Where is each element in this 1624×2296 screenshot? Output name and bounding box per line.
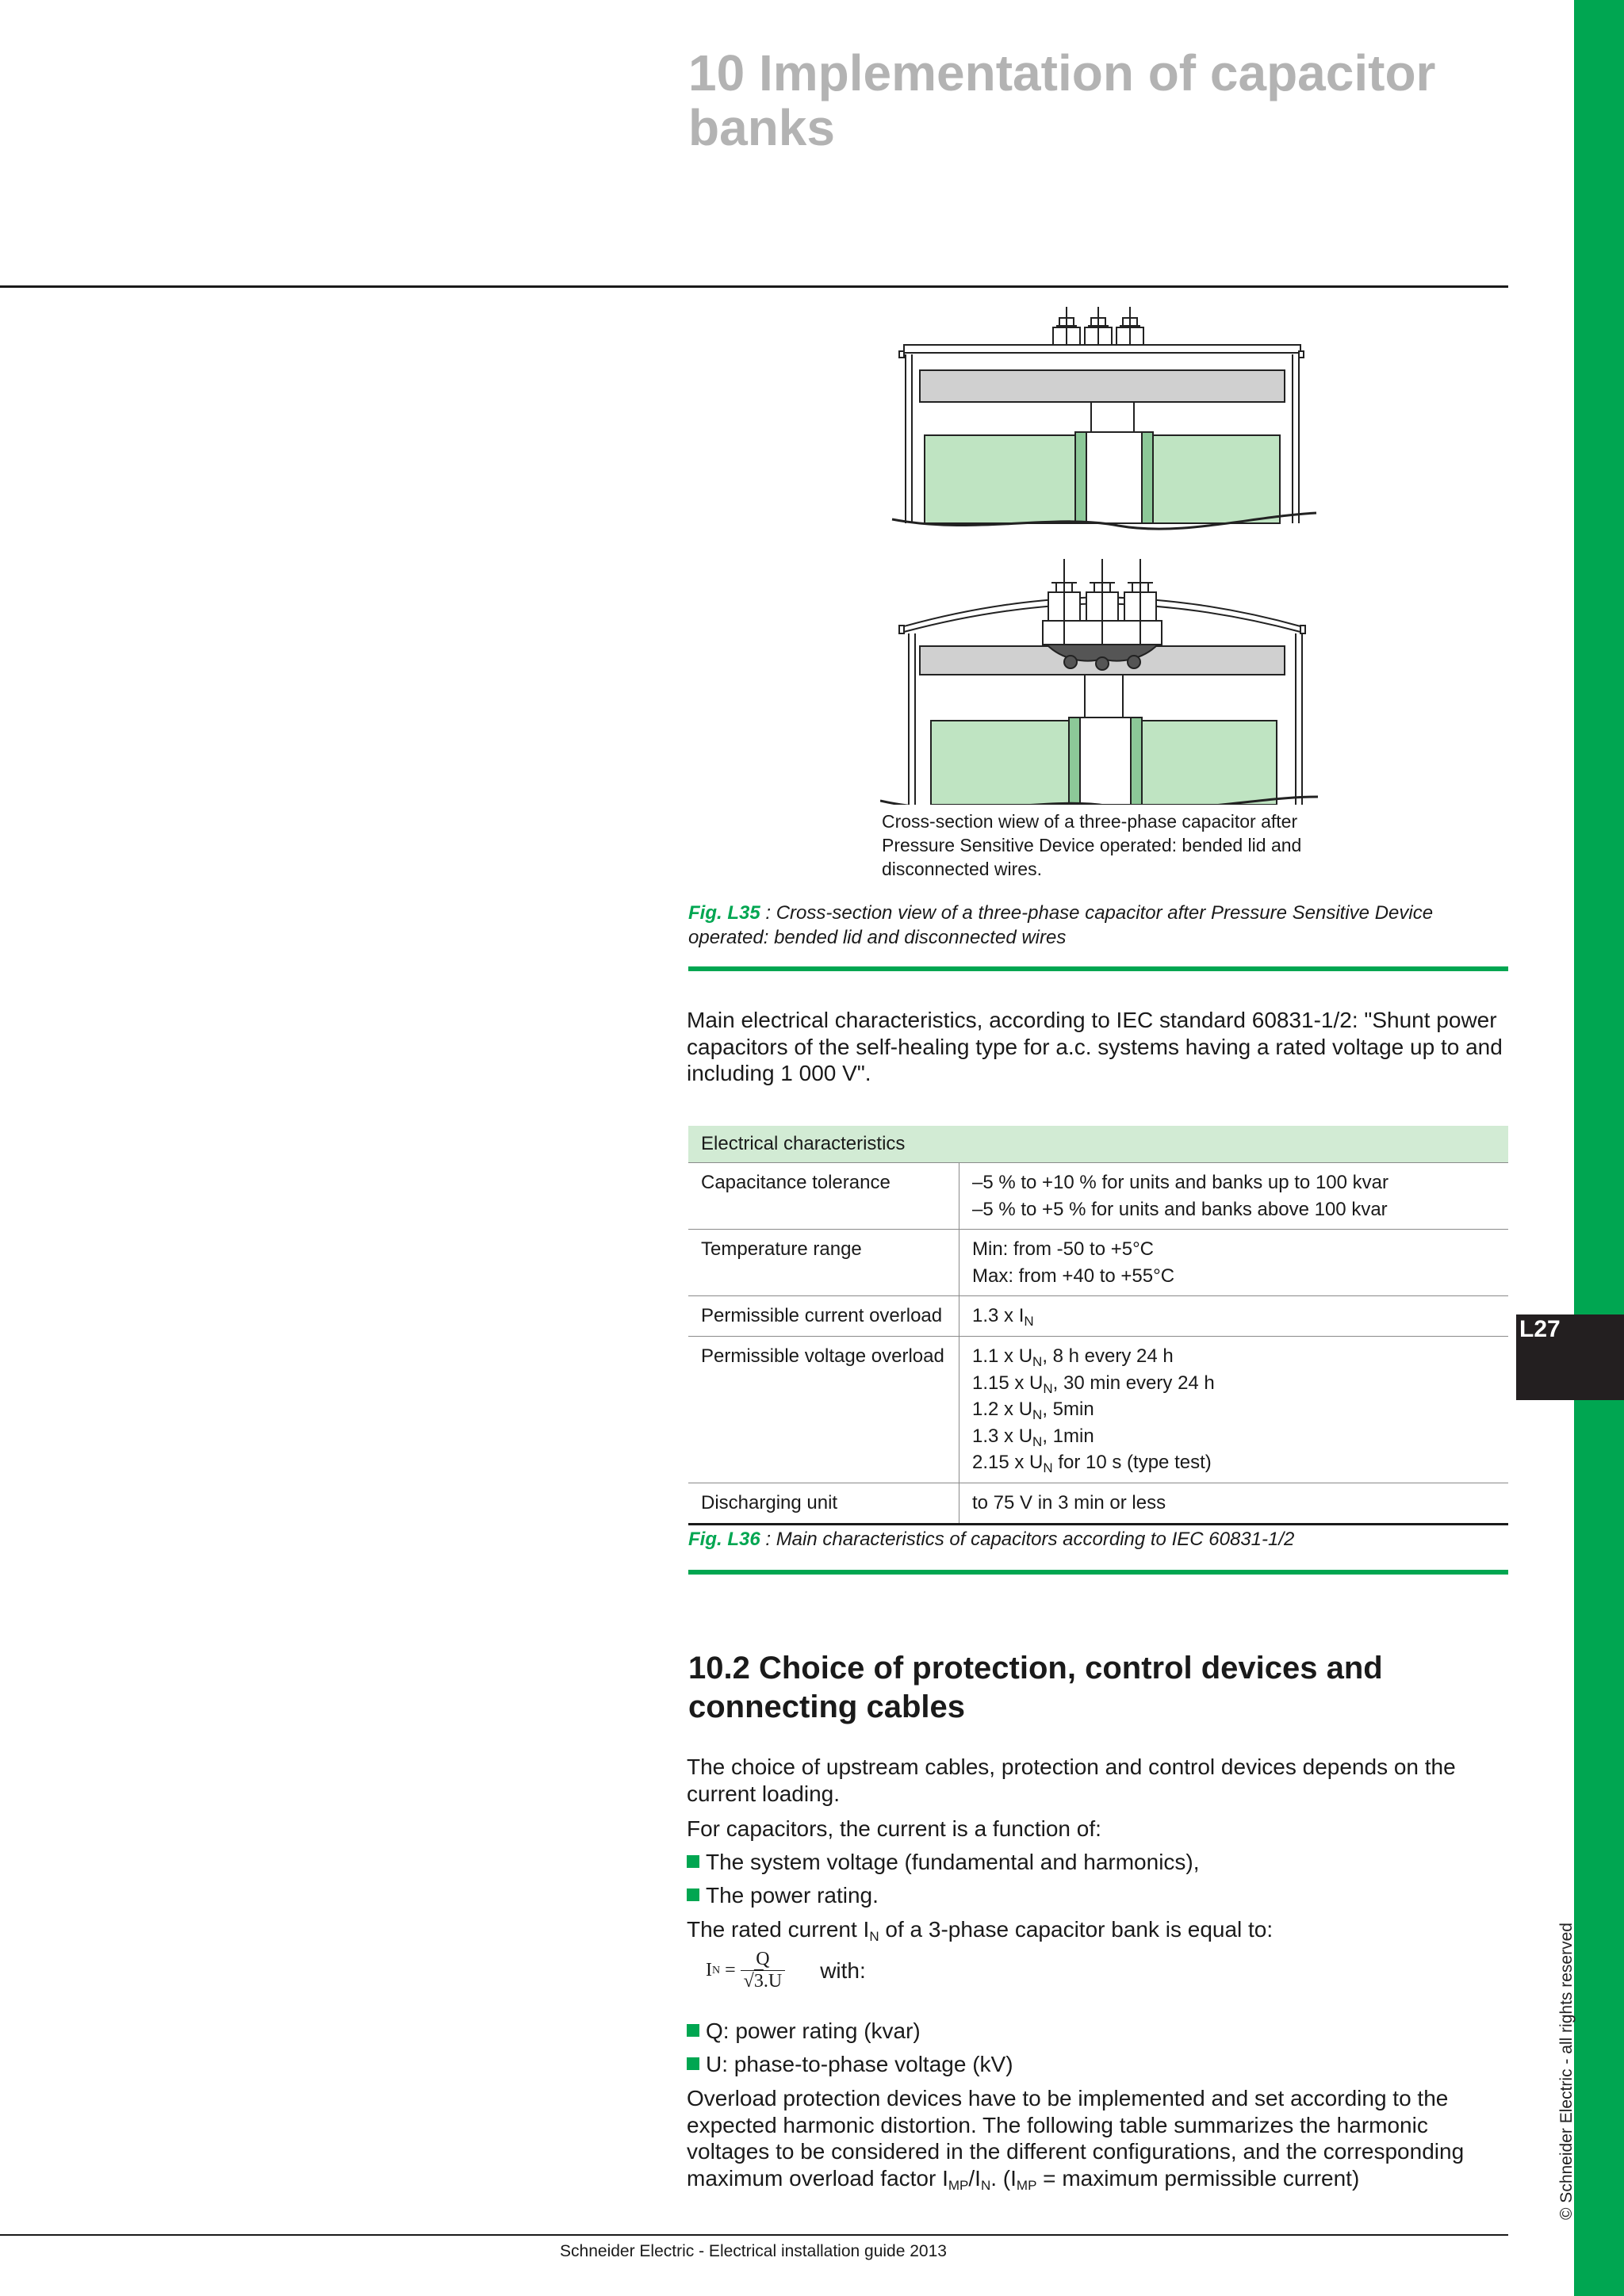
figure-l36-caption — [688, 1527, 1513, 1552]
value-line: –5 % to +10 % for units and banks up to 100 kvar — [972, 1172, 1388, 1193]
figure-number: Fig. L35 — [688, 902, 760, 924]
list-item: Q: power rating (kvar) — [687, 2018, 921, 2045]
row-value — [959, 1230, 1508, 1295]
section-paragraph: The choice of upstream cables, protection and control devices depends on the current loading. — [687, 1755, 1456, 1806]
figure-caption-text: : Cross-section view of a three-phase capacitor after Pressure Sensitive Device operated: bended lid and disconnected wires — [688, 902, 1434, 949]
section-paragraph: For capacitors, the current is a function of: — [687, 1816, 1101, 1841]
page-number-tab: L27 — [1516, 1314, 1624, 1400]
value-line: 1.3 x $I_N$ — [972, 1305, 1034, 1330]
footer-rule — [0, 2234, 1508, 2236]
table-row — [688, 1336, 1508, 1483]
value-line: to 75 V in 3 min or less — [972, 1491, 1166, 1513]
value-line: Min: from -50 to +5°C — [972, 1238, 1155, 1261]
table-row — [688, 1229, 1508, 1295]
value-line: 1.15 x $U_N$, 30 min every 24 h — [972, 1372, 1215, 1396]
list-item: U: phase-to-phase voltage (kV) — [687, 2051, 1013, 2078]
list-item: The system voltage (fundamental and harmonics), — [687, 1849, 1200, 1876]
bullet-icon — [687, 2057, 699, 2070]
intro-paragraph: Main electrical characteristics, according to IEC standard 60831-1/2: "Shunt power capacitors of the self-healing type for a.c. systems having a rated voltage up to and including 1 000 V". — [687, 1008, 1503, 1086]
capacitor-operated-drawing — [880, 559, 1318, 805]
page-footer: Schneider Electric - Electrical installation guide 2013 — [560, 2242, 947, 2260]
list-item: The power rating. — [687, 1882, 879, 1909]
table-row — [688, 1162, 1508, 1229]
section-title: 10.2 Choice of protection, control devices and connecting cables — [688, 1651, 1383, 1724]
table-row — [688, 1295, 1508, 1336]
side-color-bar — [1574, 0, 1624, 2296]
value-line: 1.1 x $U_N$, 8 h every 24 h — [972, 1345, 1174, 1369]
section-paragraph: Overload protection devices have to be implemented and set according to the expected harmonic distortion. The following table summarizes the harmonic voltages to be considered in the different configurations, and the corresponding maximum overload factor $I_{MP}/I_N$. ($I_{MP}$ = maximum permissible current) — [687, 2086, 1465, 2193]
figure-l35-rule — [688, 966, 1508, 971]
bullet-icon — [687, 1888, 699, 1901]
figure-l36-rule — [688, 1570, 1508, 1575]
drawing-caption: Cross-section wiew of a three-phase capacitor after Pressure Sensitive Device operated: bended lid and disconnected wires. — [882, 811, 1302, 879]
value-line: 2.15 x $U_N$ for 10 s (type test) — [972, 1452, 1212, 1476]
row-label: Capacitance tolerance — [688, 1163, 959, 1229]
value-line: Max: from +40 to +55°C — [972, 1265, 1175, 1287]
row-value — [959, 1337, 1508, 1483]
row-label: Permissible voltage overload — [688, 1337, 959, 1483]
value-line: –5 % to +5 % for units and banks above 100 kvar — [972, 1198, 1388, 1220]
row-label: Discharging unit — [688, 1483, 959, 1523]
header-rule — [0, 285, 1508, 288]
rated-current-text: The rated current $I_N$ of a 3-phase capacitor bank is equal to: — [687, 1917, 1274, 1944]
figure-number: Fig. L36 — [688, 1529, 760, 1550]
value-line: 1.2 x $U_N$, 5min — [972, 1399, 1094, 1423]
figure-l35-caption — [688, 901, 1513, 950]
capacitor-cross-section-figure — [880, 305, 1324, 805]
copyright-notice: © Schneider Electric - all rights reserved — [1557, 1923, 1576, 2220]
table-header: Electrical characteristics — [688, 1126, 1508, 1162]
row-label: Temperature range — [688, 1230, 959, 1295]
characteristics-table — [688, 1126, 1508, 1525]
figure-caption-text: : Main characteristics of capacitors according to IEC 60831-1/2 — [760, 1529, 1295, 1550]
row-value — [959, 1163, 1508, 1229]
rated-current-formula: I N = $\frac{Q}{√3.U}$ with: — [706, 1949, 866, 1992]
chapter-title: 10 Implementation of capacitor banks — [688, 44, 1436, 157]
bullet-icon — [687, 2024, 699, 2037]
capacitor-normal-drawing — [892, 307, 1316, 529]
bullet-icon — [687, 1855, 699, 1868]
value-line: 1.3 x $U_N$, 1min — [972, 1425, 1094, 1449]
row-value — [959, 1483, 1508, 1523]
row-value — [959, 1296, 1508, 1336]
table-row — [688, 1483, 1508, 1525]
row-label: Permissible current overload — [688, 1296, 959, 1336]
